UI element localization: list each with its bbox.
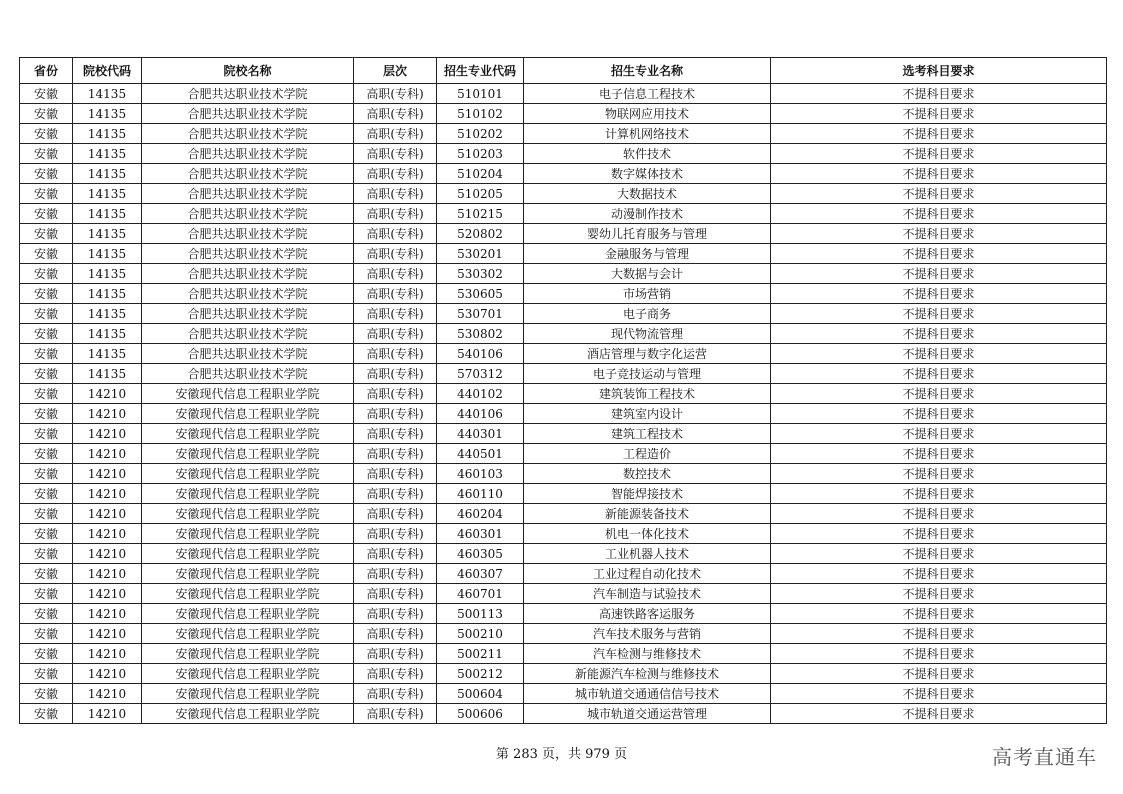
table-row bbox=[20, 424, 1107, 444]
cell-province: 安徽 bbox=[20, 684, 73, 704]
cell-province: 安徽 bbox=[20, 524, 73, 544]
cell-province: 安徽 bbox=[20, 224, 73, 244]
cell-province: 安徽 bbox=[20, 84, 73, 104]
cell-major-name: 金融服务与管理 bbox=[524, 244, 771, 264]
cell-subject-requirement: 不提科目要求 bbox=[771, 204, 1107, 224]
cell-province: 安徽 bbox=[20, 344, 73, 364]
cell-major-code: 440301 bbox=[437, 424, 524, 444]
cell-major-code: 500606 bbox=[437, 704, 524, 724]
cell-level: 高职(专科) bbox=[354, 484, 437, 504]
cell-school-name: 安徽现代信息工程职业学院 bbox=[142, 464, 354, 484]
cell-province: 安徽 bbox=[20, 164, 73, 184]
cell-school-name: 合肥共达职业技术学院 bbox=[142, 84, 354, 104]
cell-school-code: 14210 bbox=[73, 384, 142, 404]
cell-major-name: 工程造价 bbox=[524, 444, 771, 464]
cell-major-code: 500211 bbox=[437, 644, 524, 664]
table-row bbox=[20, 144, 1107, 164]
cell-major-name: 大数据与会计 bbox=[524, 264, 771, 284]
cell-major-code: 510102 bbox=[437, 104, 524, 124]
cell-level: 高职(专科) bbox=[354, 564, 437, 584]
cell-school-code: 14210 bbox=[73, 524, 142, 544]
cell-subject-requirement: 不提科目要求 bbox=[771, 364, 1107, 384]
cell-school-code: 14135 bbox=[73, 144, 142, 164]
cell-school-code: 14210 bbox=[73, 504, 142, 524]
cell-province: 安徽 bbox=[20, 124, 73, 144]
cell-major-name: 智能焊接技术 bbox=[524, 484, 771, 504]
cell-level: 高职(专科) bbox=[354, 124, 437, 144]
cell-school-name: 合肥共达职业技术学院 bbox=[142, 284, 354, 304]
cell-school-name: 安徽现代信息工程职业学院 bbox=[142, 444, 354, 464]
cell-major-name: 汽车制造与试验技术 bbox=[524, 584, 771, 604]
cell-major-code: 540106 bbox=[437, 344, 524, 364]
cell-level: 高职(专科) bbox=[354, 544, 437, 564]
cell-subject-requirement: 不提科目要求 bbox=[771, 284, 1107, 304]
cell-school-code: 14210 bbox=[73, 644, 142, 664]
cell-major-name: 工业过程自动化技术 bbox=[524, 564, 771, 584]
cell-school-name: 安徽现代信息工程职业学院 bbox=[142, 604, 354, 624]
table-row bbox=[20, 224, 1107, 244]
cell-school-name: 安徽现代信息工程职业学院 bbox=[142, 564, 354, 584]
cell-level: 高职(专科) bbox=[354, 304, 437, 324]
cell-subject-requirement: 不提科目要求 bbox=[771, 704, 1107, 724]
cell-school-code: 14135 bbox=[73, 224, 142, 244]
cell-province: 安徽 bbox=[20, 504, 73, 524]
cell-major-code: 440106 bbox=[437, 404, 524, 424]
cell-major-code: 570312 bbox=[437, 364, 524, 384]
cell-school-code: 14210 bbox=[73, 604, 142, 624]
cell-major-name: 市场营销 bbox=[524, 284, 771, 304]
cell-school-code: 14135 bbox=[73, 184, 142, 204]
cell-level: 高职(专科) bbox=[354, 344, 437, 364]
cell-level: 高职(专科) bbox=[354, 584, 437, 604]
table-row bbox=[20, 204, 1107, 224]
table-row bbox=[20, 264, 1107, 284]
cell-major-name: 现代物流管理 bbox=[524, 324, 771, 344]
cell-province: 安徽 bbox=[20, 244, 73, 264]
cell-school-name: 安徽现代信息工程职业学院 bbox=[142, 704, 354, 724]
cell-school-code: 14210 bbox=[73, 424, 142, 444]
cell-province: 安徽 bbox=[20, 464, 73, 484]
cell-school-name: 合肥共达职业技术学院 bbox=[142, 224, 354, 244]
cell-school-code: 14135 bbox=[73, 264, 142, 284]
cell-major-name: 婴幼儿托育服务与管理 bbox=[524, 224, 771, 244]
table-row bbox=[20, 464, 1107, 484]
cell-school-name: 安徽现代信息工程职业学院 bbox=[142, 624, 354, 644]
cell-major-name: 机电一体化技术 bbox=[524, 524, 771, 544]
cell-province: 安徽 bbox=[20, 424, 73, 444]
cell-province: 安徽 bbox=[20, 404, 73, 424]
cell-major-name: 数字媒体技术 bbox=[524, 164, 771, 184]
cell-major-name: 电子信息工程技术 bbox=[524, 84, 771, 104]
cell-school-code: 14135 bbox=[73, 344, 142, 364]
cell-level: 高职(专科) bbox=[354, 704, 437, 724]
cell-subject-requirement: 不提科目要求 bbox=[771, 464, 1107, 484]
cell-major-name: 建筑装饰工程技术 bbox=[524, 384, 771, 404]
cell-level: 高职(专科) bbox=[354, 244, 437, 264]
cell-major-code: 500212 bbox=[437, 664, 524, 684]
cell-major-name: 汽车技术服务与营销 bbox=[524, 624, 771, 644]
cell-province: 安徽 bbox=[20, 664, 73, 684]
cell-major-code: 440501 bbox=[437, 444, 524, 464]
cell-school-code: 14210 bbox=[73, 684, 142, 704]
cell-level: 高职(专科) bbox=[354, 164, 437, 184]
header-school-name: 院校名称 bbox=[142, 58, 354, 84]
table-row bbox=[20, 584, 1107, 604]
cell-major-name: 汽车检测与维修技术 bbox=[524, 644, 771, 664]
table-row bbox=[20, 664, 1107, 684]
cell-school-code: 14210 bbox=[73, 664, 142, 684]
cell-subject-requirement: 不提科目要求 bbox=[771, 304, 1107, 324]
cell-school-name: 合肥共达职业技术学院 bbox=[142, 324, 354, 344]
table-row bbox=[20, 544, 1107, 564]
cell-level: 高职(专科) bbox=[354, 404, 437, 424]
table-row bbox=[20, 484, 1107, 504]
cell-level: 高职(专科) bbox=[354, 184, 437, 204]
table-row bbox=[20, 644, 1107, 664]
cell-major-name: 电子竞技运动与管理 bbox=[524, 364, 771, 384]
cell-level: 高职(专科) bbox=[354, 664, 437, 684]
cell-major-name: 城市轨道交通通信信号技术 bbox=[524, 684, 771, 704]
cell-major-name: 计算机网络技术 bbox=[524, 124, 771, 144]
admission-table bbox=[19, 57, 1107, 724]
cell-province: 安徽 bbox=[20, 264, 73, 284]
cell-school-name: 合肥共达职业技术学院 bbox=[142, 144, 354, 164]
cell-subject-requirement: 不提科目要求 bbox=[771, 184, 1107, 204]
cell-province: 安徽 bbox=[20, 624, 73, 644]
cell-school-code: 14135 bbox=[73, 304, 142, 324]
cell-major-name: 酒店管理与数字化运营 bbox=[524, 344, 771, 364]
cell-subject-requirement: 不提科目要求 bbox=[771, 104, 1107, 124]
cell-province: 安徽 bbox=[20, 604, 73, 624]
cell-subject-requirement: 不提科目要求 bbox=[771, 444, 1107, 464]
table-row bbox=[20, 564, 1107, 584]
table-row bbox=[20, 84, 1107, 104]
header-major-name: 招生专业名称 bbox=[524, 58, 771, 84]
cell-province: 安徽 bbox=[20, 384, 73, 404]
cell-school-code: 14210 bbox=[73, 544, 142, 564]
header-level: 层次 bbox=[354, 58, 437, 84]
cell-major-code: 500113 bbox=[437, 604, 524, 624]
cell-school-code: 14135 bbox=[73, 204, 142, 224]
cell-major-name: 建筑工程技术 bbox=[524, 424, 771, 444]
cell-major-code: 510202 bbox=[437, 124, 524, 144]
cell-school-name: 合肥共达职业技术学院 bbox=[142, 304, 354, 324]
cell-major-code: 510205 bbox=[437, 184, 524, 204]
cell-school-name: 安徽现代信息工程职业学院 bbox=[142, 384, 354, 404]
cell-subject-requirement: 不提科目要求 bbox=[771, 544, 1107, 564]
cell-level: 高职(专科) bbox=[354, 464, 437, 484]
cell-school-name: 合肥共达职业技术学院 bbox=[142, 104, 354, 124]
cell-level: 高职(专科) bbox=[354, 624, 437, 644]
cell-school-name: 合肥共达职业技术学院 bbox=[142, 164, 354, 184]
cell-province: 安徽 bbox=[20, 104, 73, 124]
table-row bbox=[20, 304, 1107, 324]
cell-major-code: 510101 bbox=[437, 84, 524, 104]
cell-subject-requirement: 不提科目要求 bbox=[771, 684, 1107, 704]
cell-subject-requirement: 不提科目要求 bbox=[771, 344, 1107, 364]
cell-school-name: 安徽现代信息工程职业学院 bbox=[142, 644, 354, 664]
cell-level: 高职(专科) bbox=[354, 324, 437, 344]
cell-level: 高职(专科) bbox=[354, 84, 437, 104]
cell-major-name: 高速铁路客运服务 bbox=[524, 604, 771, 624]
cell-subject-requirement: 不提科目要求 bbox=[771, 164, 1107, 184]
table-row bbox=[20, 104, 1107, 124]
cell-school-code: 14135 bbox=[73, 244, 142, 264]
cell-major-code: 530605 bbox=[437, 284, 524, 304]
cell-province: 安徽 bbox=[20, 704, 73, 724]
cell-level: 高职(专科) bbox=[354, 604, 437, 624]
cell-province: 安徽 bbox=[20, 324, 73, 344]
cell-province: 安徽 bbox=[20, 544, 73, 564]
cell-school-name: 安徽现代信息工程职业学院 bbox=[142, 424, 354, 444]
cell-subject-requirement: 不提科目要求 bbox=[771, 84, 1107, 104]
cell-school-code: 14210 bbox=[73, 484, 142, 504]
table-row bbox=[20, 324, 1107, 344]
cell-school-code: 14135 bbox=[73, 124, 142, 144]
cell-subject-requirement: 不提科目要求 bbox=[771, 604, 1107, 624]
cell-major-code: 530302 bbox=[437, 264, 524, 284]
cell-subject-requirement: 不提科目要求 bbox=[771, 124, 1107, 144]
table-row bbox=[20, 384, 1107, 404]
cell-major-name: 动漫制作技术 bbox=[524, 204, 771, 224]
cell-major-name: 数控技术 bbox=[524, 464, 771, 484]
header-major-code: 招生专业代码 bbox=[437, 58, 524, 84]
cell-subject-requirement: 不提科目要求 bbox=[771, 664, 1107, 684]
cell-major-name: 大数据技术 bbox=[524, 184, 771, 204]
cell-province: 安徽 bbox=[20, 184, 73, 204]
cell-province: 安徽 bbox=[20, 584, 73, 604]
cell-school-code: 14210 bbox=[73, 584, 142, 604]
cell-subject-requirement: 不提科目要求 bbox=[771, 224, 1107, 244]
header-school-code: 院校代码 bbox=[73, 58, 142, 84]
cell-major-code: 460301 bbox=[437, 524, 524, 544]
cell-level: 高职(专科) bbox=[354, 444, 437, 464]
table-row bbox=[20, 164, 1107, 184]
cell-school-code: 14135 bbox=[73, 164, 142, 184]
cell-major-code: 510215 bbox=[437, 204, 524, 224]
cell-major-code: 530201 bbox=[437, 244, 524, 264]
table-row bbox=[20, 404, 1107, 424]
cell-school-code: 14135 bbox=[73, 364, 142, 384]
cell-subject-requirement: 不提科目要求 bbox=[771, 424, 1107, 444]
cell-school-code: 14135 bbox=[73, 324, 142, 344]
cell-school-code: 14135 bbox=[73, 104, 142, 124]
cell-school-name: 合肥共达职业技术学院 bbox=[142, 124, 354, 144]
cell-school-name: 合肥共达职业技术学院 bbox=[142, 364, 354, 384]
cell-level: 高职(专科) bbox=[354, 524, 437, 544]
cell-school-name: 合肥共达职业技术学院 bbox=[142, 204, 354, 224]
cell-school-name: 安徽现代信息工程职业学院 bbox=[142, 404, 354, 424]
cell-major-code: 460305 bbox=[437, 544, 524, 564]
cell-province: 安徽 bbox=[20, 204, 73, 224]
cell-school-code: 14210 bbox=[73, 704, 142, 724]
header-province: 省份 bbox=[20, 58, 73, 84]
cell-major-name: 电子商务 bbox=[524, 304, 771, 324]
page-number: 第 283 页，共 979 页 bbox=[495, 747, 628, 762]
cell-major-code: 460103 bbox=[437, 464, 524, 484]
cell-subject-requirement: 不提科目要求 bbox=[771, 484, 1107, 504]
table-row bbox=[20, 444, 1107, 464]
table-body bbox=[20, 84, 1107, 724]
table-row bbox=[20, 504, 1107, 524]
cell-school-name: 安徽现代信息工程职业学院 bbox=[142, 504, 354, 524]
cell-level: 高职(专科) bbox=[354, 424, 437, 444]
cell-province: 安徽 bbox=[20, 484, 73, 504]
table-row bbox=[20, 624, 1107, 644]
header-subject-requirement: 选考科目要求 bbox=[771, 58, 1107, 84]
cell-school-name: 安徽现代信息工程职业学院 bbox=[142, 484, 354, 504]
cell-level: 高职(专科) bbox=[354, 504, 437, 524]
cell-school-code: 14210 bbox=[73, 444, 142, 464]
cell-school-name: 安徽现代信息工程职业学院 bbox=[142, 684, 354, 704]
cell-level: 高职(专科) bbox=[354, 144, 437, 164]
table-header bbox=[20, 58, 1107, 84]
cell-school-name: 安徽现代信息工程职业学院 bbox=[142, 544, 354, 564]
cell-level: 高职(专科) bbox=[354, 224, 437, 244]
cell-province: 安徽 bbox=[20, 144, 73, 164]
cell-subject-requirement: 不提科目要求 bbox=[771, 324, 1107, 344]
cell-subject-requirement: 不提科目要求 bbox=[771, 624, 1107, 644]
table-row bbox=[20, 124, 1107, 144]
cell-subject-requirement: 不提科目要求 bbox=[771, 584, 1107, 604]
cell-subject-requirement: 不提科目要求 bbox=[771, 144, 1107, 164]
cell-major-name: 新能源装备技术 bbox=[524, 504, 771, 524]
cell-level: 高职(专科) bbox=[354, 384, 437, 404]
table-row bbox=[20, 524, 1107, 544]
cell-province: 安徽 bbox=[20, 284, 73, 304]
cell-subject-requirement: 不提科目要求 bbox=[771, 404, 1107, 424]
cell-school-code: 14135 bbox=[73, 284, 142, 304]
table-row bbox=[20, 604, 1107, 624]
cell-major-code: 460204 bbox=[437, 504, 524, 524]
cell-major-code: 520802 bbox=[437, 224, 524, 244]
cell-school-name: 合肥共达职业技术学院 bbox=[142, 184, 354, 204]
cell-school-name: 安徽现代信息工程职业学院 bbox=[142, 664, 354, 684]
cell-major-name: 软件技术 bbox=[524, 144, 771, 164]
cell-major-code: 460701 bbox=[437, 584, 524, 604]
cell-school-code: 14135 bbox=[73, 84, 142, 104]
cell-school-name: 合肥共达职业技术学院 bbox=[142, 344, 354, 364]
cell-major-code: 460307 bbox=[437, 564, 524, 584]
cell-school-name: 安徽现代信息工程职业学院 bbox=[142, 584, 354, 604]
cell-major-name: 工业机器人技术 bbox=[524, 544, 771, 564]
cell-subject-requirement: 不提科目要求 bbox=[771, 564, 1107, 584]
cell-major-name: 新能源汽车检测与维修技术 bbox=[524, 664, 771, 684]
cell-major-code: 530701 bbox=[437, 304, 524, 324]
table-row bbox=[20, 684, 1107, 704]
cell-province: 安徽 bbox=[20, 564, 73, 584]
cell-level: 高职(专科) bbox=[354, 204, 437, 224]
cell-subject-requirement: 不提科目要求 bbox=[771, 384, 1107, 404]
header-row bbox=[20, 58, 1107, 84]
cell-major-code: 440102 bbox=[437, 384, 524, 404]
cell-subject-requirement: 不提科目要求 bbox=[771, 504, 1107, 524]
table-row bbox=[20, 184, 1107, 204]
cell-subject-requirement: 不提科目要求 bbox=[771, 644, 1107, 664]
cell-province: 安徽 bbox=[20, 444, 73, 464]
cell-level: 高职(专科) bbox=[354, 364, 437, 384]
table-row bbox=[20, 244, 1107, 264]
cell-major-code: 510204 bbox=[437, 164, 524, 184]
cell-subject-requirement: 不提科目要求 bbox=[771, 524, 1107, 544]
cell-school-name: 安徽现代信息工程职业学院 bbox=[142, 524, 354, 544]
cell-major-code: 530802 bbox=[437, 324, 524, 344]
cell-major-code: 500604 bbox=[437, 684, 524, 704]
cell-major-code: 460110 bbox=[437, 484, 524, 504]
cell-major-name: 建筑室内设计 bbox=[524, 404, 771, 424]
cell-subject-requirement: 不提科目要求 bbox=[771, 264, 1107, 284]
cell-school-code: 14210 bbox=[73, 464, 142, 484]
cell-major-name: 城市轨道交通运营管理 bbox=[524, 704, 771, 724]
cell-province: 安徽 bbox=[20, 644, 73, 664]
watermark: 高考直通车 bbox=[992, 745, 1097, 769]
cell-major-name: 物联网应用技术 bbox=[524, 104, 771, 124]
cell-major-code: 500210 bbox=[437, 624, 524, 644]
cell-level: 高职(专科) bbox=[354, 264, 437, 284]
table-row bbox=[20, 344, 1107, 364]
cell-province: 安徽 bbox=[20, 304, 73, 324]
cell-level: 高职(专科) bbox=[354, 644, 437, 664]
cell-major-code: 510203 bbox=[437, 144, 524, 164]
cell-subject-requirement: 不提科目要求 bbox=[771, 244, 1107, 264]
table-row bbox=[20, 704, 1107, 724]
cell-province: 安徽 bbox=[20, 364, 73, 384]
table-row bbox=[20, 364, 1107, 384]
table-row bbox=[20, 284, 1107, 304]
cell-school-name: 合肥共达职业技术学院 bbox=[142, 244, 354, 264]
cell-level: 高职(专科) bbox=[354, 284, 437, 304]
cell-level: 高职(专科) bbox=[354, 104, 437, 124]
cell-school-code: 14210 bbox=[73, 624, 142, 644]
cell-school-code: 14210 bbox=[73, 404, 142, 424]
cell-school-code: 14210 bbox=[73, 564, 142, 584]
cell-school-name: 合肥共达职业技术学院 bbox=[142, 264, 354, 284]
cell-level: 高职(专科) bbox=[354, 684, 437, 704]
